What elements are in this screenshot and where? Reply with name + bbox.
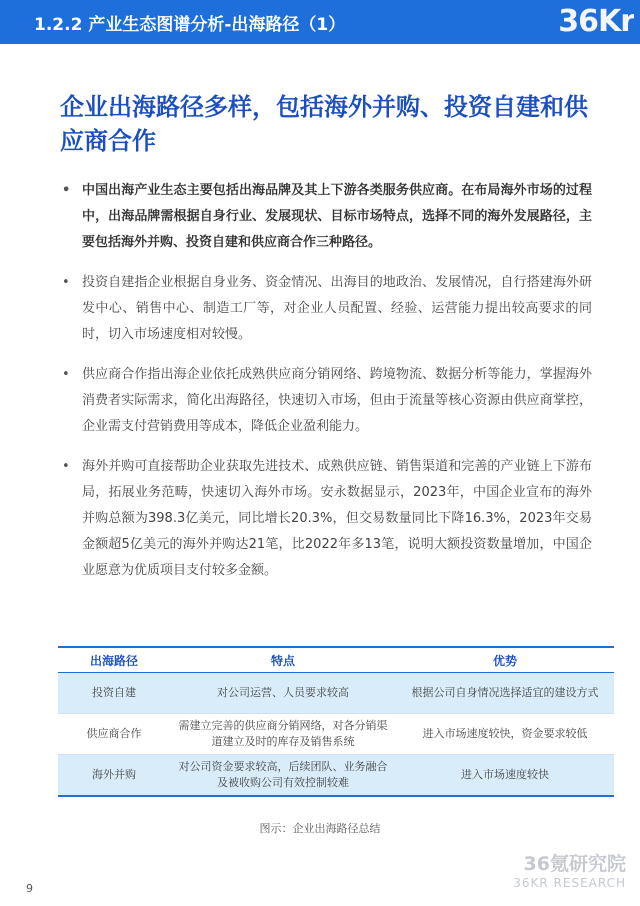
watermark-logo <box>513 852 626 890</box>
brand-logo: 36Kr <box>558 4 634 39</box>
page-number: 9 <box>26 882 33 895</box>
table-row <box>58 755 614 797</box>
cell-route: 投资自建 <box>58 673 170 714</box>
column-header-feature: 特点 <box>170 647 396 673</box>
bullet-item <box>60 270 592 348</box>
bullet-dot-icon: • <box>62 275 70 290</box>
bullet-text: 海外并购可直接帮助企业获取先进技术、成熟供应链、销售渠道和完善的产业链上下游布局，拓展业务范畴，快速切入海外市场。安永数据显示，2023年，中国企业宣布的海外并购总额为398.3亿美元，同比增长20.3%，但交易数量同比下降16.3%，2023年交易金额超5亿美元的海外并购达21笔，比2022年多13笔，说明大额投资数量增加，中国企业愿意为优质项目支付较多金额。 <box>82 459 592 578</box>
bullet-list <box>60 178 592 598</box>
bullet-text: 供应商合作指出海企业依托成熟供应商分销网络、跨境物流、数据分析等能力，掌握海外消费者实际需求，简化出海路径，快速切入市场，但由于流量等核心资源由供应商掌控，企业需支付营销费用等成本，降低企业盈利能力。 <box>82 367 592 434</box>
cell-route: 供应商合作 <box>58 714 170 755</box>
section-title: 1.2.2 产业生态图谱分析-出海路径（1） <box>34 15 346 35</box>
watermark-sub: 36KR RESEARCH <box>513 876 626 890</box>
cell-advantage: 根据公司自身情况选择适宜的建设方式 <box>396 673 614 714</box>
figure-caption: 图示：企业出海路径总结 <box>259 822 381 835</box>
route-summary-table <box>58 646 614 797</box>
cell-feature: 需建立完善的供应商分销网络，对各分销渠道建立及时的库存及销售系统 <box>170 714 396 755</box>
bullet-dot-icon: • <box>62 183 71 198</box>
bullet-text: 中国出海产业生态主要包括出海品牌及其上下游各类服务供应商。在布局海外市场的过程中，出海品牌需根据自身行业、发展现状、目标市场特点，选择不同的海外发展路径，主要包括海外并购、投资自建和供应商合作三种路径。 <box>82 183 592 250</box>
header-bar <box>0 0 640 44</box>
column-header-route: 出海路径 <box>58 647 170 673</box>
bullet-dot-icon: • <box>62 367 70 382</box>
cell-feature: 对公司运营、人员要求较高 <box>170 673 396 714</box>
watermark-main: 36氪研究院 <box>523 853 626 875</box>
cell-advantage: 进入市场速度较快，资金要求较低 <box>396 714 614 755</box>
cell-feature: 对公司资金要求较高，后续团队、业务融合及被收购公司有效控制较难 <box>170 755 396 797</box>
bullet-item <box>60 454 592 584</box>
page-heading: 企业出海路径多样，包括海外并购、投资自建和供应商合作 <box>60 93 588 155</box>
bullet-item <box>60 178 592 256</box>
table-row <box>58 673 614 714</box>
column-header-advantage: 优势 <box>396 647 614 673</box>
bullet-item <box>60 362 592 440</box>
table-row <box>58 714 614 755</box>
cell-advantage: 进入市场速度较快 <box>396 755 614 797</box>
bullet-text: 投资自建指企业根据自身业务、资金情况、出海目的地政治、发展情况，自行搭建海外研发中心、销售中心、制造工厂等，对企业人员配置、经验、运营能力提出较高要求的同时，切入市场速度相对较慢。 <box>82 275 592 342</box>
bullet-dot-icon: • <box>62 459 70 474</box>
table-header-row <box>58 647 614 673</box>
cell-route: 海外并购 <box>58 755 170 797</box>
